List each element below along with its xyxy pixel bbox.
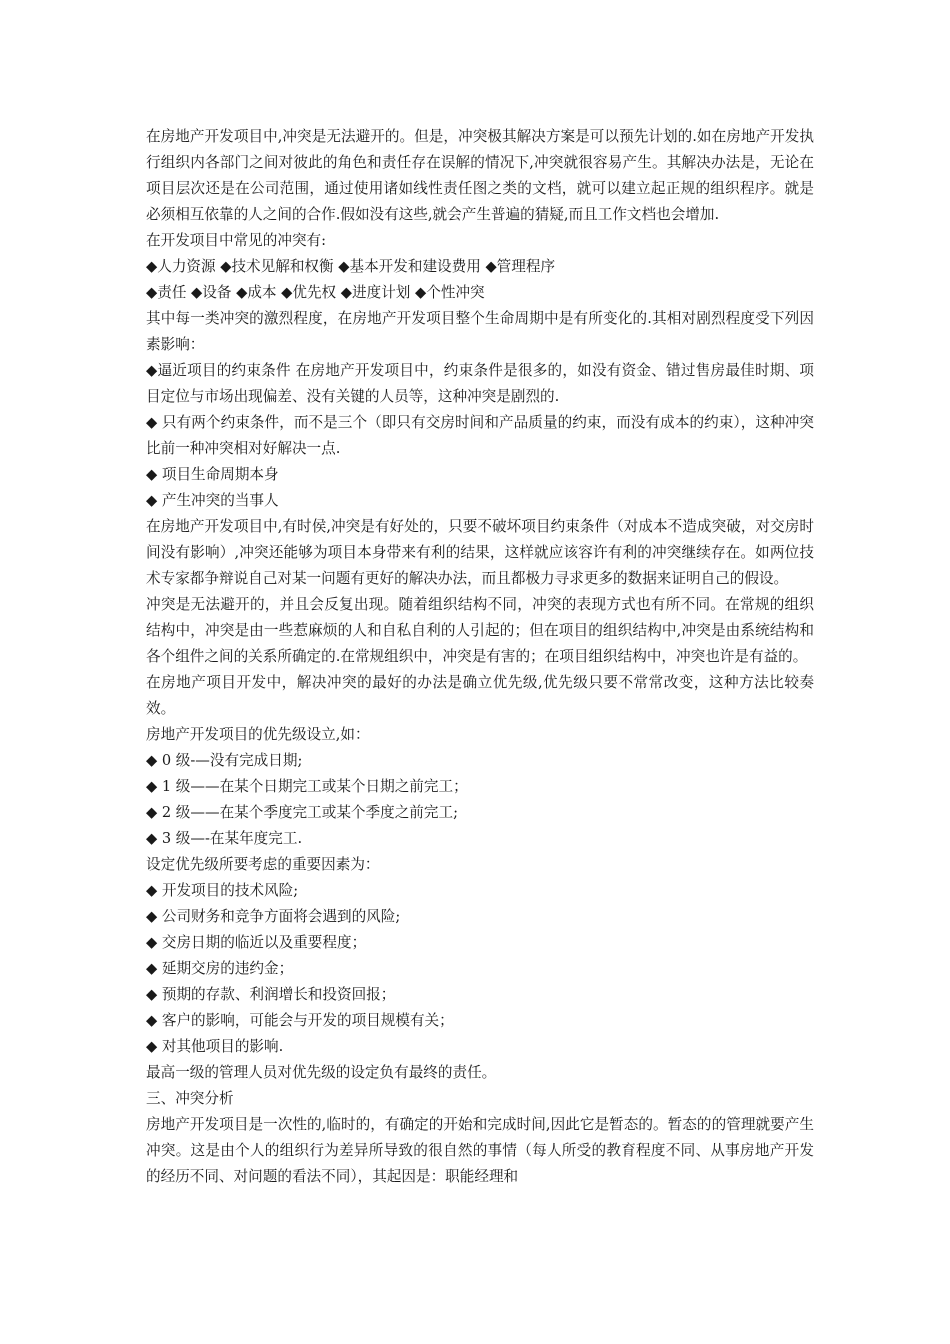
list-item: ◆ 对其他项目的影响. xyxy=(146,1038,284,1055)
list-item: ◆ 延期交房的违约金； xyxy=(146,960,294,977)
paragraph-beneficial-conflict: 在房地产开发项目中,有时侯,冲突是有好处的，只要不破坏项目约束条件（对成本不造成突破，对交房时间没有影响）,冲突还能够为项目本身带来有利的结果，这样就应该容许有利的冲突继续存在。如两位技术专家都争辩说自己对某一问题有更好的解决办法，而且都极力寻求更多的数据来证明自己的假设。 xyxy=(146,518,814,587)
paragraph-responsibility: 最高一级的管理人员对优先级的设定负有最终的责任。 xyxy=(146,1064,497,1081)
list-item: ◆ 3 级—-在某年度完工. xyxy=(146,830,303,847)
paragraph-priority-factors: 设定优先级所要考虑的重要因素为： xyxy=(146,856,380,873)
list-item: ◆人力资源 ◆技术见解和权衡 ◆基本开发和建设费用 ◆管理程序 xyxy=(146,258,556,275)
paragraph-priority-levels: 房地产开发项目的优先级设立,如： xyxy=(146,726,370,743)
paragraph-org-structure: 冲突是无法避开的，并且会反复出现。随着组织结构不同，冲突的表现方式也有所不同。在常规的组织结构中，冲突是由一些惹麻烦的人和自私自利的人引起的；但在项目的组织结构中,冲突是由系统结构和各个组件之间的关系所确定的.在常规组织中，冲突是有害的；在项目组织结构中，冲突也许是有益的。 xyxy=(146,596,814,665)
list-item: ◆ 开发项目的技术风险; xyxy=(146,882,299,899)
list-item: ◆ 产生冲突的当事人 xyxy=(146,492,279,509)
list-item: ◆ 项目生命周期本身 xyxy=(146,466,279,483)
list-item: ◆责任 ◆设备 ◆成本 ◆优先权 ◆进度计划 ◆个性冲突 xyxy=(146,284,485,301)
paragraph-conflict-analysis: 房地产开发项目是一次性的,临时的，有确定的开始和完成时间,因此它是暂态的。暂态的的管理就要产生冲突。这是由个人的组织行为差异所导致的很自然的事情（每人所受的教育程度不同、从事房地产开发的经历不同、对问题的看法不同），其起因是：职能经理和 xyxy=(146,1116,814,1185)
list-item: ◆ 0 级-—没有完成日期; xyxy=(146,752,303,769)
list-item: ◆ 预期的存款、利润增长和投资回报； xyxy=(146,986,396,1003)
list-item: ◆ 2 级——在某个季度完工或某个季度之前完工; xyxy=(146,804,458,821)
list-item: ◆ 公司财务和竞争方面将会遇到的风险; xyxy=(146,908,401,925)
list-item: ◆ 交房日期的临近以及重要程度； xyxy=(146,934,367,951)
section-heading: 三、冲突分析 xyxy=(146,1090,234,1107)
list-item: ◆ 客户的影响，可能会与开发的项目规模有关； xyxy=(146,1012,454,1029)
list-item: ◆逼近项目的约束条件 在房地产开发项目中，约束条件是很多的，如没有资金、错过售房最佳时期、项目定位与市场出现偏差、没有关键的人员等，这种冲突是剧烈的. xyxy=(146,362,814,405)
paragraph-intro: 在房地产开发项目中,冲突是无法避开的。但是，冲突极其解决方案是可以预先计划的.如在房地产开发执行组织内各部门之间对彼此的角色和责任存在误解的情况下,冲突就很容易产生。其解决办法是，无论在项目层次还是在公司范围，通过使用诸如线性责任图之类的文档，就可以建立起正规的组织程序。就是必须相互依靠的人之间的合作.假如没有这些,就会产生普遍的猜疑,而且工作文档也会增加. xyxy=(146,128,814,223)
paragraph-priority: 在房地产项目开发中，解决冲突的最好的办法是确立优先级,优先级只要不常常改变，这种方法比较奏效。 xyxy=(146,674,814,717)
list-item: ◆ 只有两个约束条件，而不是三个（即只有交房时间和产品质量的约束，而没有成本的约束），这种冲突比前一种冲突相对好解决一点. xyxy=(146,414,814,457)
paragraph-common-conflicts: 在开发项目中常见的冲突有: xyxy=(146,232,327,249)
list-item: ◆ 1 级——在某个日期完工或某个日期之前完工； xyxy=(146,778,468,795)
document-body xyxy=(146,124,814,1190)
paragraph-intensity: 其中每一类冲突的激烈程度，在房地产开发项目整个生命周期中是有所变化的.其相对剧烈程度受下列因素影响： xyxy=(146,310,814,353)
